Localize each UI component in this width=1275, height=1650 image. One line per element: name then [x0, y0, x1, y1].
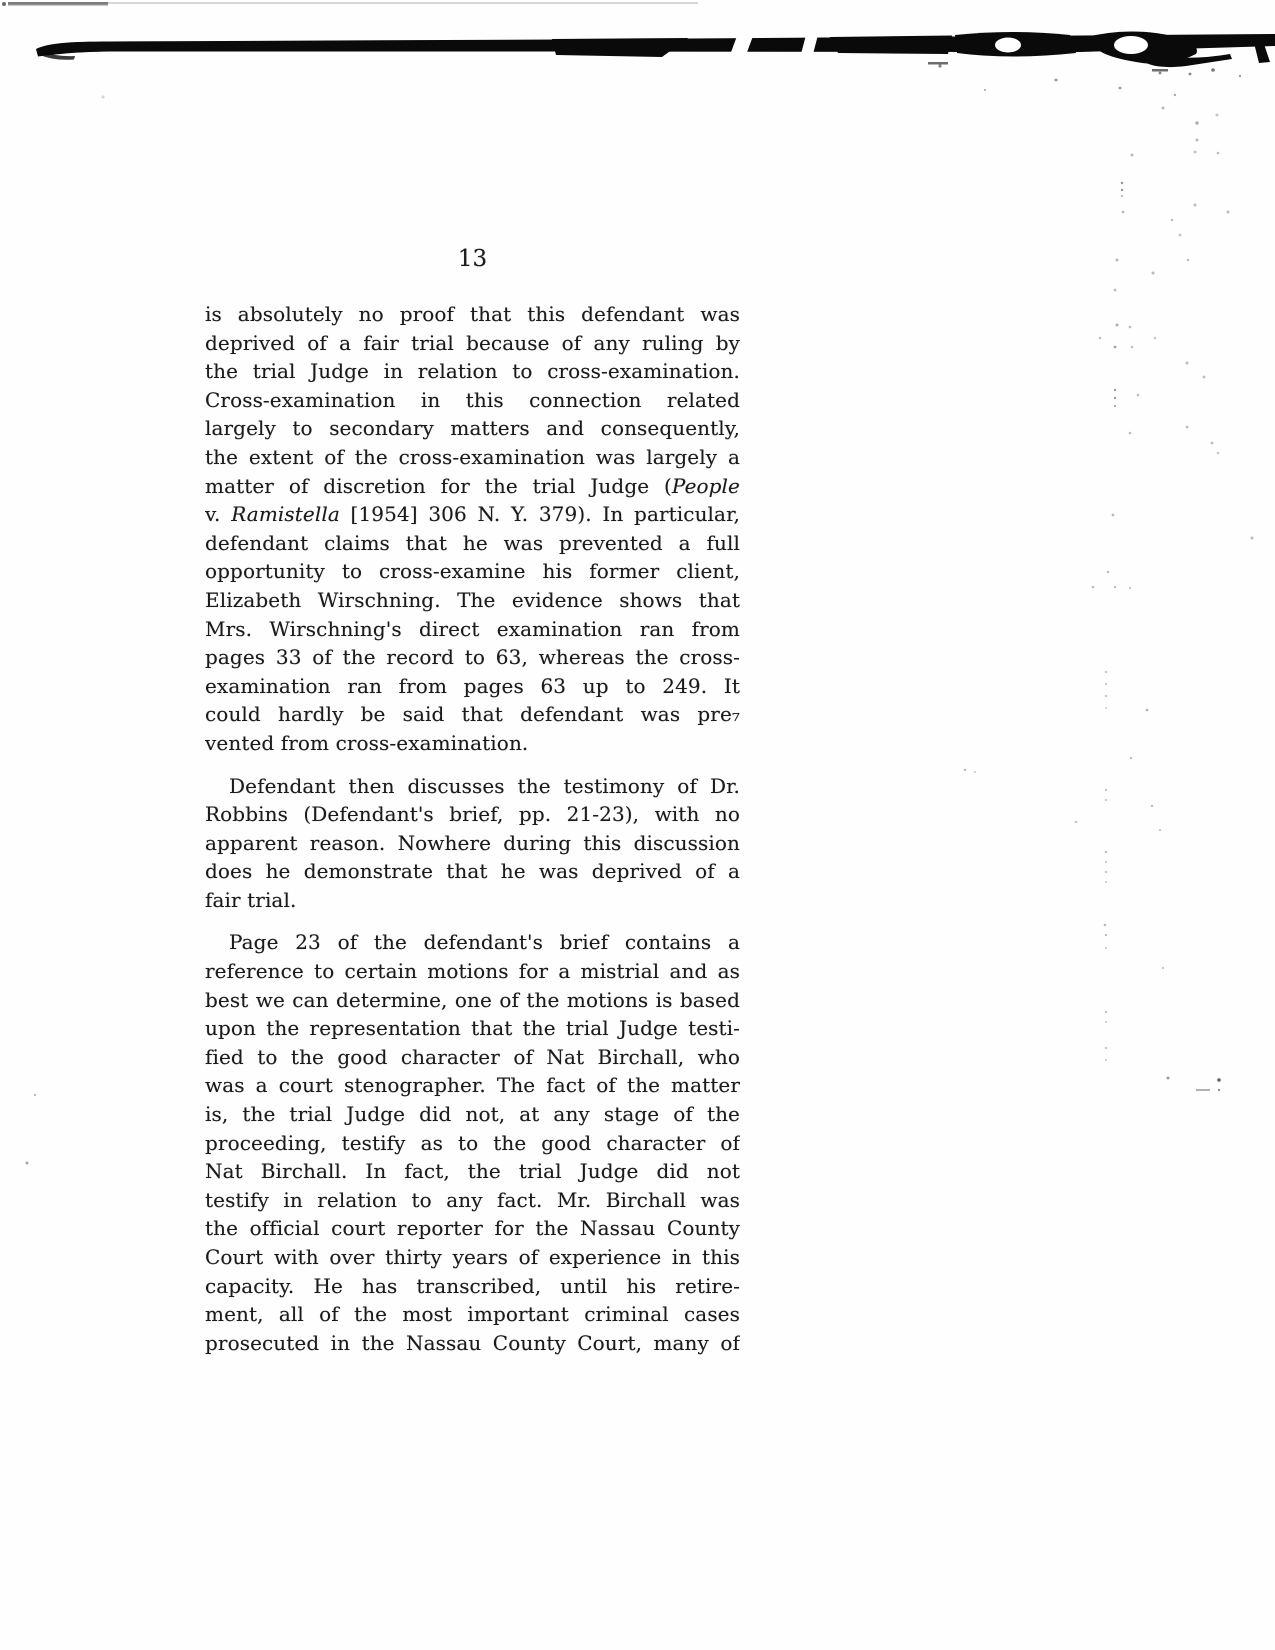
text-segment: capacity. He has transcribed, until his retire- [205, 1273, 740, 1298]
text-segment: reference to certain motions for a mistrial and as [205, 959, 740, 984]
text-line [205, 414, 740, 443]
paragraph-1 [205, 300, 740, 758]
text-segment: Robbins (Defendant's brief, pp. 21-23), with no [205, 802, 740, 827]
text-segment: Cross-examination in this connection related [205, 387, 740, 412]
paragraph-2 [205, 772, 740, 915]
text-segment: defendant claims that he was prevented a full [205, 530, 740, 555]
text-segment: upon the representation that the trial Judge testi- [205, 1016, 740, 1041]
text-line [205, 700, 740, 729]
text-segment: Page 23 of the defendant's brief contains a [229, 930, 740, 955]
text-segment: was a court stenographer. The fact of the matter [205, 1073, 740, 1098]
body-text [205, 300, 740, 1371]
page-number: 13 [457, 246, 488, 272]
text-line [205, 386, 740, 415]
text-line [205, 1157, 740, 1186]
text-line [205, 829, 740, 858]
text-segment: the trial Judge in relation to cross-examination. [205, 359, 740, 384]
case-citation-italic: Ramistella [231, 502, 340, 527]
text-line [205, 672, 740, 701]
text-segment: fied to the good character of Nat Birchall, who [205, 1044, 740, 1069]
text-line [205, 957, 740, 986]
text-line [205, 300, 740, 329]
text-line [205, 529, 740, 558]
paragraph-3 [205, 928, 740, 1357]
text-segment: Court with over thirty years of experience in this [205, 1245, 740, 1269]
text-segment: does he demonstrate that he was deprived of a [205, 859, 740, 884]
text-line [205, 1100, 740, 1129]
text-segment: could hardly be said that defendant was pre₇ [205, 702, 740, 727]
text-line [205, 586, 740, 615]
text-line [205, 500, 740, 529]
text-segment: examination ran from pages 63 up to 249. It [205, 673, 740, 698]
text-segment: opportunity to cross-examine his former client, [205, 559, 740, 584]
text-segment: testify in relation to any fact. Mr. Birchall was [205, 1187, 740, 1212]
text-segment: apparent reason. Nowhere during this discussion [205, 830, 740, 855]
case-citation-italic: People [671, 473, 740, 498]
text-line [205, 1129, 740, 1158]
text-line [205, 800, 740, 829]
text-segment: ment, all of the most important criminal cases [205, 1302, 740, 1327]
text-segment: Mrs. Wirschning's direct examination ran from [205, 616, 740, 641]
text-line [205, 857, 740, 886]
text-line [205, 1071, 740, 1100]
scan-artifact-band [0, 0, 1275, 110]
text-line [205, 443, 740, 472]
text-line [205, 729, 740, 758]
text-line [205, 772, 740, 801]
text-line [205, 886, 740, 915]
text-line [205, 357, 740, 386]
text-segment: Elizabeth Wirschning. The evidence shows that [205, 587, 740, 612]
text-segment: v. [205, 502, 232, 527]
text-segment: is absolutely no proof that this defendant was [205, 302, 740, 326]
text-line [205, 1186, 740, 1215]
text-segment: prosecuted in the Nassau County Court, many of [205, 1330, 740, 1355]
text-segment: the extent of the cross-examination was largely a [205, 444, 740, 469]
text-segment: pages 33 of the record to 63, whereas the cross- [205, 645, 740, 670]
text-segment: matter of discretion for the trial Judge ( [205, 473, 672, 498]
text-line [205, 615, 740, 644]
text-line [205, 1043, 740, 1072]
text-segment: the official court reporter for the Nassau County [205, 1216, 740, 1241]
text-segment: Defendant then discusses the testimony of Dr. [229, 773, 740, 798]
text-segment: [1954] 306 N. Y. 379). In particular, [339, 502, 740, 527]
text-segment: largely to secondary matters and consequently, [205, 416, 740, 441]
text-line [205, 1014, 740, 1043]
text-line [205, 557, 740, 586]
text-line [205, 1243, 740, 1272]
text-line [205, 1272, 740, 1301]
text-line [205, 1300, 740, 1329]
text-line [205, 986, 740, 1015]
text-line [205, 472, 740, 501]
text-line [205, 1329, 740, 1358]
text-line [205, 928, 740, 957]
text-segment: Nat Birchall. In fact, the trial Judge did not [205, 1159, 740, 1184]
text-line [205, 329, 740, 358]
text-segment: fair trial. [205, 887, 297, 912]
text-segment: is, the trial Judge did not, at any stage of the [205, 1102, 740, 1127]
text-segment: deprived of a fair trial because of any ruling by [205, 330, 740, 355]
text-line [205, 1214, 740, 1243]
text-line [205, 643, 740, 672]
text-segment: best we can determine, one of the motions is based [205, 987, 740, 1012]
text-segment: proceeding, testify as to the good character of [205, 1130, 740, 1155]
text-segment: vented from cross-examination. [205, 730, 529, 755]
